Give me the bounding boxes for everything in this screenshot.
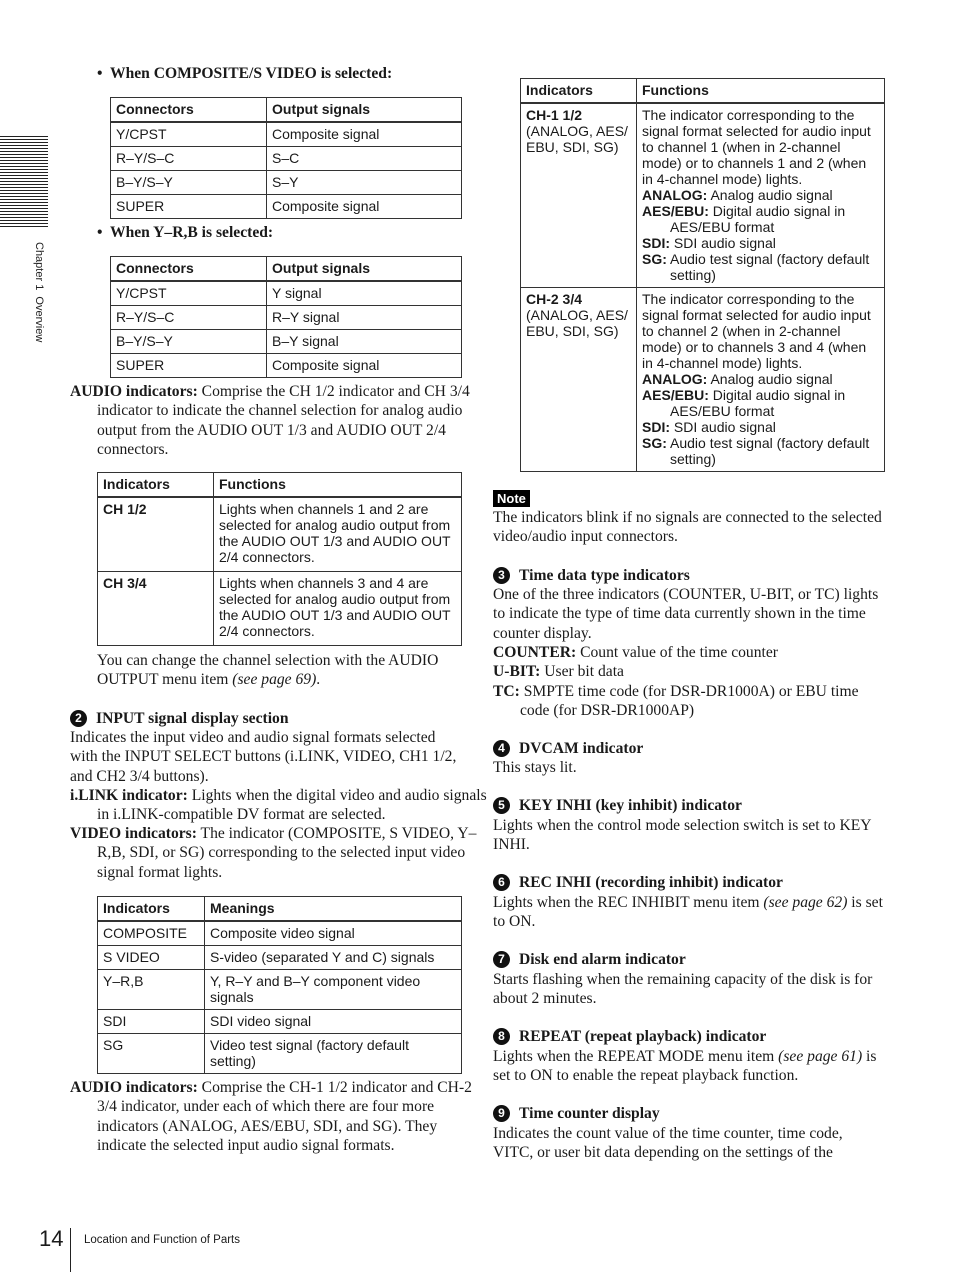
section-heading: 5 KEY INHI (key inhibit) indicator [493, 796, 885, 815]
table-header: Indicators [521, 79, 637, 104]
footer-divider [70, 1228, 71, 1272]
section-text: One of the three indicators (COUNTER, U-BIT, or TC) lights to indicate the type of time data currently shown in the time counter display. [493, 586, 879, 642]
yrb-heading: • When Y–R,B is selected: [97, 224, 274, 241]
table-row: SG Video test signal (factory default setting) [98, 1034, 462, 1074]
page-reference[interactable]: (see page 69) [232, 671, 317, 689]
number-9-icon: 9 [493, 1105, 510, 1122]
table-row: SUPER Composite signal [111, 195, 462, 219]
page-reference[interactable]: (see page 61) [778, 1048, 863, 1065]
indicator-name: CH-1 1/2 [526, 107, 583, 123]
section-heading: 4 DVCAM indicator [493, 739, 885, 758]
number-8-icon: 8 [493, 1028, 510, 1045]
list-item: TC: SMPTE time code (for DSR-DR1000A) or EBU time code (for DSR-DR1000AP) [493, 682, 859, 720]
table-header: Meanings [205, 897, 462, 922]
number-2-icon: 2 [70, 710, 87, 727]
table-row: COMPOSITE Composite video signal [98, 921, 462, 946]
page-reference[interactable]: (see page 62) [763, 894, 848, 911]
audio-input-indicators-paragraph: AUDIO indicators: Comprise the CH-1 1/2 indicator and CH-2 3/4 indicator, under each of which there are four more indicators (ANALOG, AES/EBU, SDI, and SG). They indicate the selected input audio signal formats. [70, 1079, 472, 1155]
note-label: Note [493, 490, 530, 507]
number-3-icon: 3 [493, 567, 510, 584]
section-text: Indicates the count value of the time counter, time code, VITC, or user bit data depending on the settings of the [493, 1125, 843, 1162]
indicator-name: CH-2 3/4 [526, 291, 583, 307]
table-header: Indicators [98, 473, 214, 498]
page-number: 14 [39, 1226, 64, 1251]
audio-output-table [97, 472, 462, 646]
number-4-icon: 4 [493, 740, 510, 757]
section-text: This stays lit. [493, 759, 577, 776]
audio-input-table [520, 78, 885, 472]
section-heading: 7 Disk end alarm indicator [493, 950, 885, 969]
chapter-tab-graphic [0, 136, 48, 229]
section-heading: 6 REC INHI (recording inhibit) indicator [493, 873, 885, 892]
chapter-label: Chapter 1 Overview [33, 242, 45, 343]
video-indicators-paragraph: VIDEO indicators: The indicator (COMPOSITE, S VIDEO, Y–R,B, SDI, or SG) corresponding to the selected input video signal format lights. [70, 825, 477, 881]
time-data-list [493, 643, 885, 721]
composite-table [110, 97, 462, 219]
footer-section-title: Location and Function of Parts [84, 1234, 240, 1246]
number-7-icon: 7 [493, 951, 510, 968]
section-heading: 9 Time counter display [493, 1104, 885, 1123]
section-heading: 3 Time data type indicators [493, 566, 885, 585]
table-row: Y/CPST Composite signal [111, 122, 462, 147]
list-item: COUNTER: Count value of the time counter [493, 644, 778, 661]
list-item: U-BIT: User bit data [493, 663, 624, 681]
table-row: R–Y/S–C S–C [111, 147, 462, 171]
table-header: Output signals [267, 257, 462, 282]
channel-selection-note: You can change the channel selection with the AUDIO OUTPUT menu item (see page 69). [97, 652, 439, 689]
bullet: • [97, 65, 103, 82]
table-row: Y–R,B Y, R–Y and B–Y component video signals [98, 970, 462, 1010]
section-text: Starts flashing when the remaining capacity of the disk is for about 2 minutes. [493, 971, 873, 1008]
indicator-sub: (ANALOG, AES/ EBU, SDI, SG) [526, 123, 628, 155]
table-row: CH-1 1/2 (ANALOG, AES/ EBU, SDI, SG) The indicator corresponding to the signal format selected for audio input to channel 1 (when in 2-channel mode) or to channels 1 and 2 (when in 4-channel mode) lights. ANALOG: Analog audio signal AES/EBU: Digital audio signal in AES/EBU format SDI: SDI audio signal SG: Audio test signal (factory default setting) [521, 103, 885, 288]
table-row: S VIDEO S-video (separated Y and C) signals [98, 946, 462, 970]
section-heading: 2 INPUT signal display section [70, 709, 462, 728]
table-row: B–Y/S–Y S–Y [111, 171, 462, 195]
table-header: Functions [637, 79, 885, 104]
table-header: Output signals [267, 98, 462, 123]
audio-indicators-paragraph: AUDIO indicators: Comprise the CH 1/2 indicator and CH 3/4 indicator to indicate the channel selection for analog audio output from the AUDIO OUT 1/3 and AUDIO OUT 2/4 connectors. [70, 383, 470, 459]
table-row: B–Y/S–Y B–Y signal [111, 330, 462, 354]
number-6-icon: 6 [493, 874, 510, 891]
table-header: Indicators [98, 897, 205, 922]
section-text: Indicates the input video and audio signal formats selected with the INPUT SELECT buttons (i.LINK, VIDEO, CH1 1/2, and CH2 3/4 buttons). [70, 729, 457, 785]
indicator-sub: (ANALOG, AES/ EBU, SDI, SG) [526, 307, 628, 339]
table-header: Connectors [111, 257, 267, 282]
video-table [97, 896, 462, 1074]
table-header: Functions [214, 473, 462, 498]
number-5-icon: 5 [493, 797, 510, 814]
ilink-paragraph: i.LINK indicator: Lights when the digital video and audio signals in i.LINK-compatible DV format are selected. [70, 787, 487, 824]
yrb-table [110, 256, 462, 378]
table-row: Y/CPST Y signal [111, 281, 462, 306]
table-row: R–Y/S–C R–Y signal [111, 306, 462, 330]
table-row: CH 3/4 Lights when channels 3 and 4 are selected for analog audio output from the AUDIO OUT 1/3 and AUDIO OUT 2/4 connectors. [98, 572, 462, 646]
section-heading: 8 REPEAT (repeat playback) indicator [493, 1027, 885, 1046]
table-row: SUPER Composite signal [111, 354, 462, 378]
note-text: The indicators blink if no signals are connected to the selected video/audio input connectors. [493, 509, 882, 546]
bullet: • [97, 224, 103, 241]
table-row: SDI SDI video signal [98, 1010, 462, 1034]
composite-heading: • When COMPOSITE/S VIDEO is selected: [97, 65, 393, 82]
table-row: CH-2 3/4 (ANALOG, AES/ EBU, SDI, SG) The indicator corresponding to the signal format selected for audio input to channel 2 (when in 2-channel mode) or to channels 3 and 4 (when in 4-channel mode) lights. ANALOG: Analog audio signal AES/EBU: Digital audio signal in AES/EBU format SDI: SDI audio signal SG: Audio test signal (factory default setting) [521, 288, 885, 472]
section-text: Lights when the REC INHIBIT menu item (see page 62) is set to ON. [493, 894, 883, 931]
note-box [493, 490, 885, 547]
section-text: Lights when the REPEAT MODE menu item (see page 61) is set to ON to enable the repeat playback function. [493, 1048, 877, 1085]
table-row: CH 1/2 Lights when channels 1 and 2 are selected for analog audio output from the AUDIO OUT 1/3 and AUDIO OUT 2/4 connectors. [98, 497, 462, 572]
section-text: Lights when the control mode selection switch is set to KEY INHI. [493, 817, 871, 854]
table-header: Connectors [111, 98, 267, 123]
